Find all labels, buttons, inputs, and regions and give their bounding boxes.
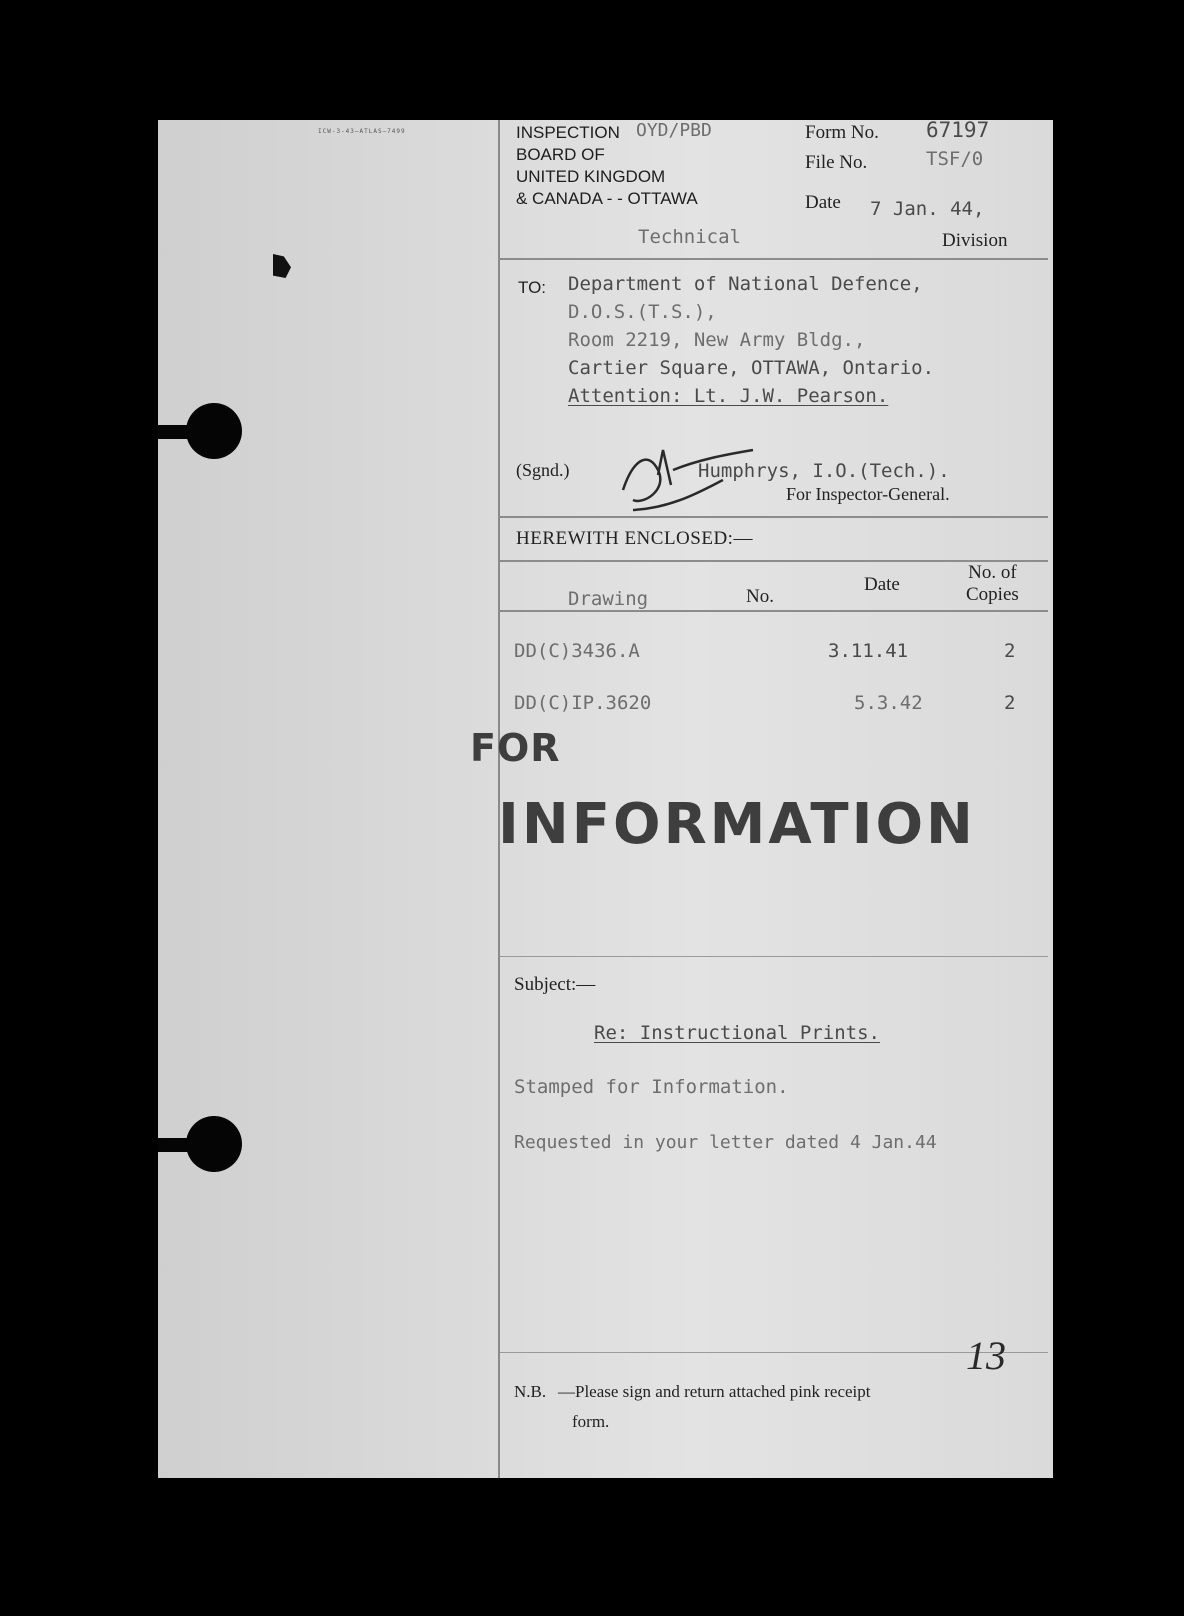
signed-label: (Sgnd.) [516, 460, 570, 480]
page-number: 13 [966, 1333, 1006, 1378]
drawing-number: DD(C)3436.A [514, 640, 640, 662]
form-no-label: Form No. [805, 122, 879, 143]
issuer-line: UNITED KINGDOM [516, 167, 666, 186]
issuer-line: INSPECTION [516, 123, 620, 142]
left-margin-panel [158, 120, 498, 1478]
subject-title: Re: Instructional Prints. [594, 1022, 880, 1044]
file-no-label: File No. [805, 152, 868, 173]
document-page [158, 120, 1053, 1478]
drawing-copies: 2 [1004, 692, 1016, 714]
drawing-date: 5.3.42 [854, 692, 923, 714]
col-header-date: Date [864, 574, 900, 595]
col-header-no: No. [746, 586, 774, 607]
stamp-information: INFORMATION [498, 792, 976, 857]
col-header-drawing: Drawing [568, 588, 649, 610]
division-name: Technical [638, 226, 741, 248]
divider [500, 516, 1048, 518]
drawing-number: DD(C)IP.3620 [514, 692, 652, 714]
drawing-copies: 2 [1004, 640, 1016, 662]
subject-body-line: Requested in your letter dated 4 Jan.44 [514, 1132, 937, 1153]
drawing-date: 3.11.41 [828, 640, 909, 662]
signer-role: For Inspector-General. [786, 484, 950, 504]
divider [500, 258, 1048, 260]
attention-line: Attention: Lt. J.W. Pearson. [568, 385, 889, 407]
file-no-value: TSF/0 [926, 148, 984, 170]
clip-mark [273, 254, 291, 278]
recipient-address [568, 270, 934, 410]
punch-hole-bottom [186, 1116, 242, 1172]
address-line: Cartier Square, OTTAWA, Ontario. [568, 357, 935, 379]
form-no-value: 67197 [926, 118, 990, 142]
copies-label-line: No. of [968, 562, 1017, 583]
enclosed-heading: HEREWITH ENCLOSED:— [516, 528, 753, 549]
copies-label-line: Copies [966, 584, 1019, 605]
col-header-copies [966, 562, 1019, 606]
issuer-code: OYD/PBD [636, 120, 712, 141]
date-value: 7 Jan. 44, [870, 198, 985, 220]
printer-imprint: ICW-3-43—ATLAS—7499 [318, 128, 406, 135]
stamp-for: FOR [470, 726, 561, 770]
address-line: Department of National Defence, [568, 273, 923, 295]
issuer-line: & CANADA - - OTTAWA [516, 189, 698, 208]
divider [500, 610, 1048, 612]
nb-text: —Please sign and return attached pink receipt [558, 1382, 871, 1401]
nb-label: N.B. [514, 1382, 547, 1401]
issuer-line: BOARD OF [516, 145, 605, 164]
subject-label: Subject:— [514, 974, 596, 995]
to-label: TO: [518, 278, 547, 297]
address-line: Room 2219, New Army Bldg., [568, 329, 866, 351]
punch-hole-top [186, 403, 242, 459]
signer-name: Humphrys, I.O.(Tech.). [698, 460, 950, 482]
address-line: D.O.S.(T.S.), [568, 301, 717, 323]
divider [500, 956, 1048, 957]
nb-text: form. [572, 1412, 610, 1431]
division-label: Division [942, 230, 1008, 251]
date-label: Date [805, 192, 841, 213]
subject-body-line: Stamped for Information. [514, 1076, 789, 1098]
